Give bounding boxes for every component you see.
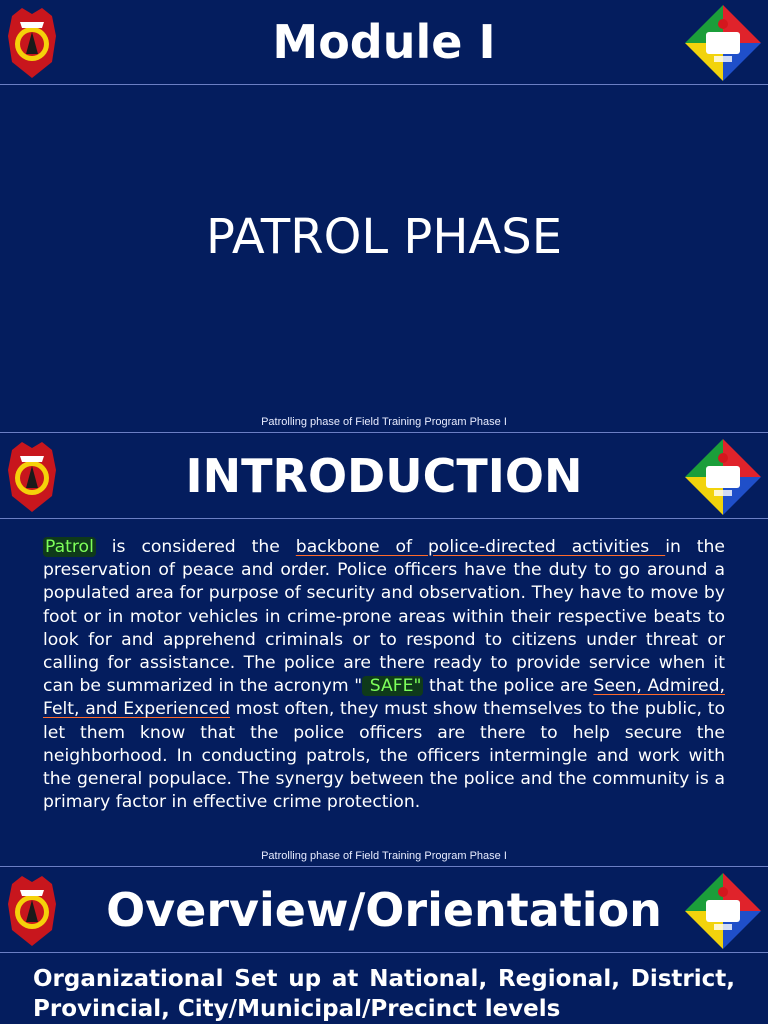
underline-safe-meaning: Seen, Admired, Felt, and Experienced [43,676,725,720]
text-run: most often, they must show themselves to the public, to let them know that the police officers are there to help secure the neighborhood. In conducting patrols, the officers intermingle and work with the general populace. The synergy between the police and the community is a primary factor in effective crime protection. [43,699,725,813]
slide-title: Module I [272,15,496,69]
highlight-safe: SAFE" [364,676,422,697]
header-divider [0,518,768,519]
diamond-emblem-icon [684,872,762,950]
diamond-emblem-icon [684,4,762,82]
text-run: that the police are [423,676,594,697]
text-run: is considered the [95,537,296,557]
header-divider [0,84,768,85]
slide-header [0,868,768,952]
slide-separator [0,866,768,867]
pnp-seal-icon [6,874,58,948]
diamond-emblem-icon [684,438,762,516]
underline-backbone: backbone of police-directed activities [295,537,666,557]
slide-introduction [0,434,768,866]
introduction-paragraph [43,536,725,814]
slide-overview [0,868,768,1024]
slide-footer: Patrolling phase of Field Training Program Phase I [261,416,507,428]
slide-subtitle: PATROL PHASE [205,209,563,265]
slide-title: INTRODUCTION [185,449,583,503]
highlight-patrol: Patrol [45,537,94,557]
slide-header [0,434,768,518]
pnp-seal-icon [6,6,58,80]
slide-separator [0,432,768,433]
slide-header [0,0,768,84]
text-run: in the preservation of peace and order. Police officers have the duty to go around a populated area for purpose of security and observation. They have to move by foot or in motor vehicles in crime-prone areas within their respective beats to look for and apprehend criminals or to respond to citizens under threat or calling for assistance. The police are there ready to provide service when it can be summarized in the acronym " [43,537,726,697]
slide-footer: Patrolling phase of Field Training Program Phase I [261,850,507,862]
pnp-seal-icon [6,440,58,514]
slide-module-1 [0,0,768,432]
header-divider [0,952,768,953]
slide-title: Overview/Orientation [106,883,662,937]
overview-paragraph: Organizational Set up at National, Regional, District, Provincial, City/Municipal/Precinct levels [33,966,735,1022]
